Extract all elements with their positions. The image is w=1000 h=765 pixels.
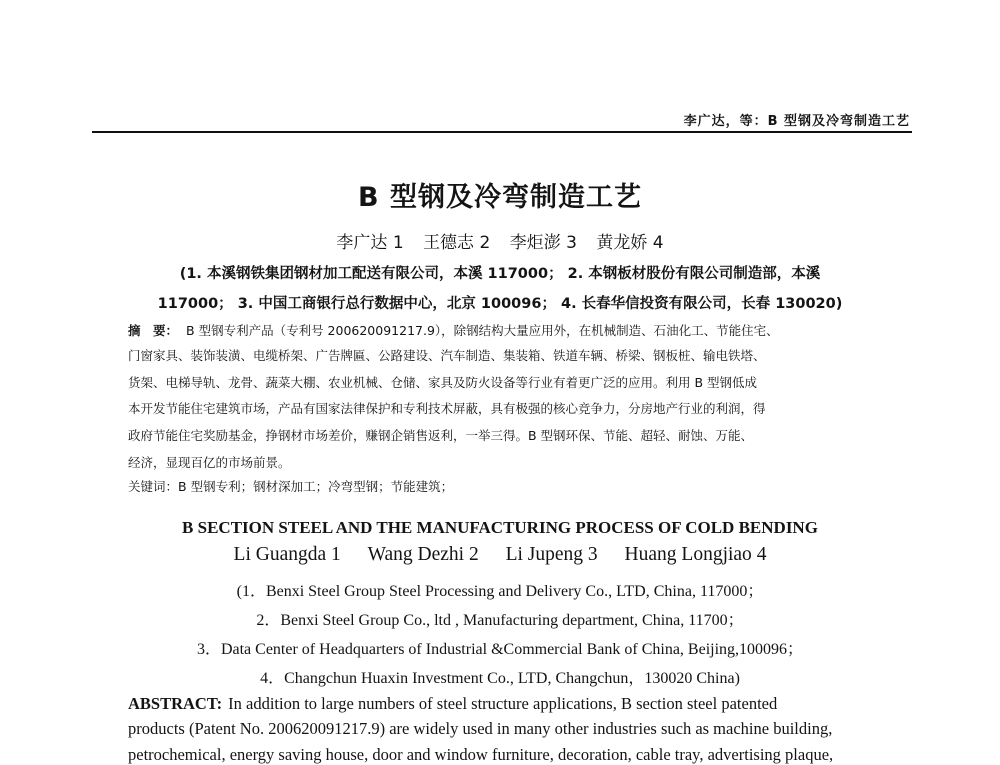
paper-title-en: B SECTION STEEL AND THE MANUFACTURING PROCESS OF COLD BENDING <box>182 518 818 537</box>
header-rule <box>92 131 912 133</box>
affiliation-marker: 1 <box>331 544 341 565</box>
author-list-cn <box>0 228 1000 253</box>
author-list-en <box>0 544 1000 566</box>
affiliation-marker: 2 <box>479 233 491 253</box>
affiliation-line-en: 2．Benxi Steel Group Co., ltd , Manufacturing department, China, 11700； <box>256 612 744 629</box>
abstract-cn-line: 经济，显现百亿的市场前景。 <box>128 455 291 470</box>
abstract-cn-line: 货架、电梯导轨、龙骨、蔬菜大棚、农业机械、仓储、家具及防火设备等行业有着更广泛的应用。利用 B 型钢低成 <box>128 375 758 390</box>
abstract-cn-line: 摘 要： B 型钢专利产品（专利号 200620091217.9），除钢结构大量应用外，在机械制造、石油化工、节能住宅、 <box>128 323 779 338</box>
abstract-cn-line: 本开发节能住宅建筑市场，产品有国家法律保护和专利技术屏蔽，具有极强的核心竞争力，分房地产行业的利润，得 <box>128 401 766 416</box>
author-cn: 李广达 1 <box>336 233 404 253</box>
abstract-en-label: ABSTRACT: <box>128 694 223 713</box>
affiliation-line-cn: 117000； 3. 中国工商银行总行数据中心，北京 100096； 4. 长春华信投资有限公司，长春 130020) <box>157 296 843 312</box>
author-en: Li Jupeng 3 <box>505 544 598 565</box>
affiliation-marker: 3 <box>587 544 598 565</box>
keywords-cn: 关键词：B 型钢专利；钢材深加工；冷弯型钢；节能建筑； <box>128 479 454 494</box>
affiliation-line-en: (1．Benxi Steel Group Steel Processing and Delivery Co., LTD, China, 117000； <box>236 583 764 600</box>
affiliation-line-en: 3．Data Center of Headquarters of Industrial &Commercial Bank of China, Beijing,100096； <box>196 641 804 658</box>
abstract-en-line: ABSTRACT: In addition to large numbers of steel structure applications, B section steel patented <box>128 694 778 713</box>
affiliation-line-cn: (1. 本溪钢铁集团钢材加工配送有限公司，本溪 117000； 2. 本钢板材股份有限公司制造部，本溪 <box>179 266 821 282</box>
author-en: Huang Longjiao 4 <box>624 544 767 565</box>
author-cn: 黄龙娇 4 <box>596 233 664 253</box>
author-cn: 王德志 2 <box>423 233 491 253</box>
running-head: 李广达，等：B 型钢及冷弯制造工艺 <box>683 114 910 129</box>
affiliation-marker: 4 <box>756 544 767 565</box>
abstract-cn-label: 摘 要： <box>128 323 179 338</box>
affiliation-marker: 1 <box>392 233 404 253</box>
abstract-en-line: petrochemical, energy saving house, door and window furniture, decoration, cable tray, advertising plaque, <box>128 745 834 764</box>
affiliation-marker: 3 <box>566 233 577 253</box>
abstract-cn-line: 政府节能住宅奖励基金，挣钢材市场差价，赚钢企销售返利，一举三得。B 型钢环保、节能、超轻、耐蚀、万能、 <box>128 428 754 443</box>
author-en: Wang Dezhi 2 <box>367 544 479 565</box>
affiliation-line-en: 4．Changchun Huaxin Investment Co., LTD, Changchun，130020 China) <box>260 670 740 687</box>
affiliation-marker: 2 <box>468 544 479 565</box>
paper-title-cn: B 型钢及冷弯制造工艺 <box>358 182 642 213</box>
author-cn: 李炬澎 3 <box>509 233 577 253</box>
keywords-cn-label: 关键词： <box>128 479 179 494</box>
affiliation-marker: 4 <box>652 233 664 253</box>
abstract-en-line: products (Patent No. 200620091217.9) are widely used in many other industries such as machine building, <box>128 719 833 738</box>
author-en: Li Guangda 1 <box>233 544 341 565</box>
abstract-cn-line: 门窗家具、装饰装潢、电缆桥架、广告牌匾、公路建设、汽车制造、集装箱、铁道车辆、桥梁、钢板桩、输电铁塔、 <box>128 348 766 363</box>
